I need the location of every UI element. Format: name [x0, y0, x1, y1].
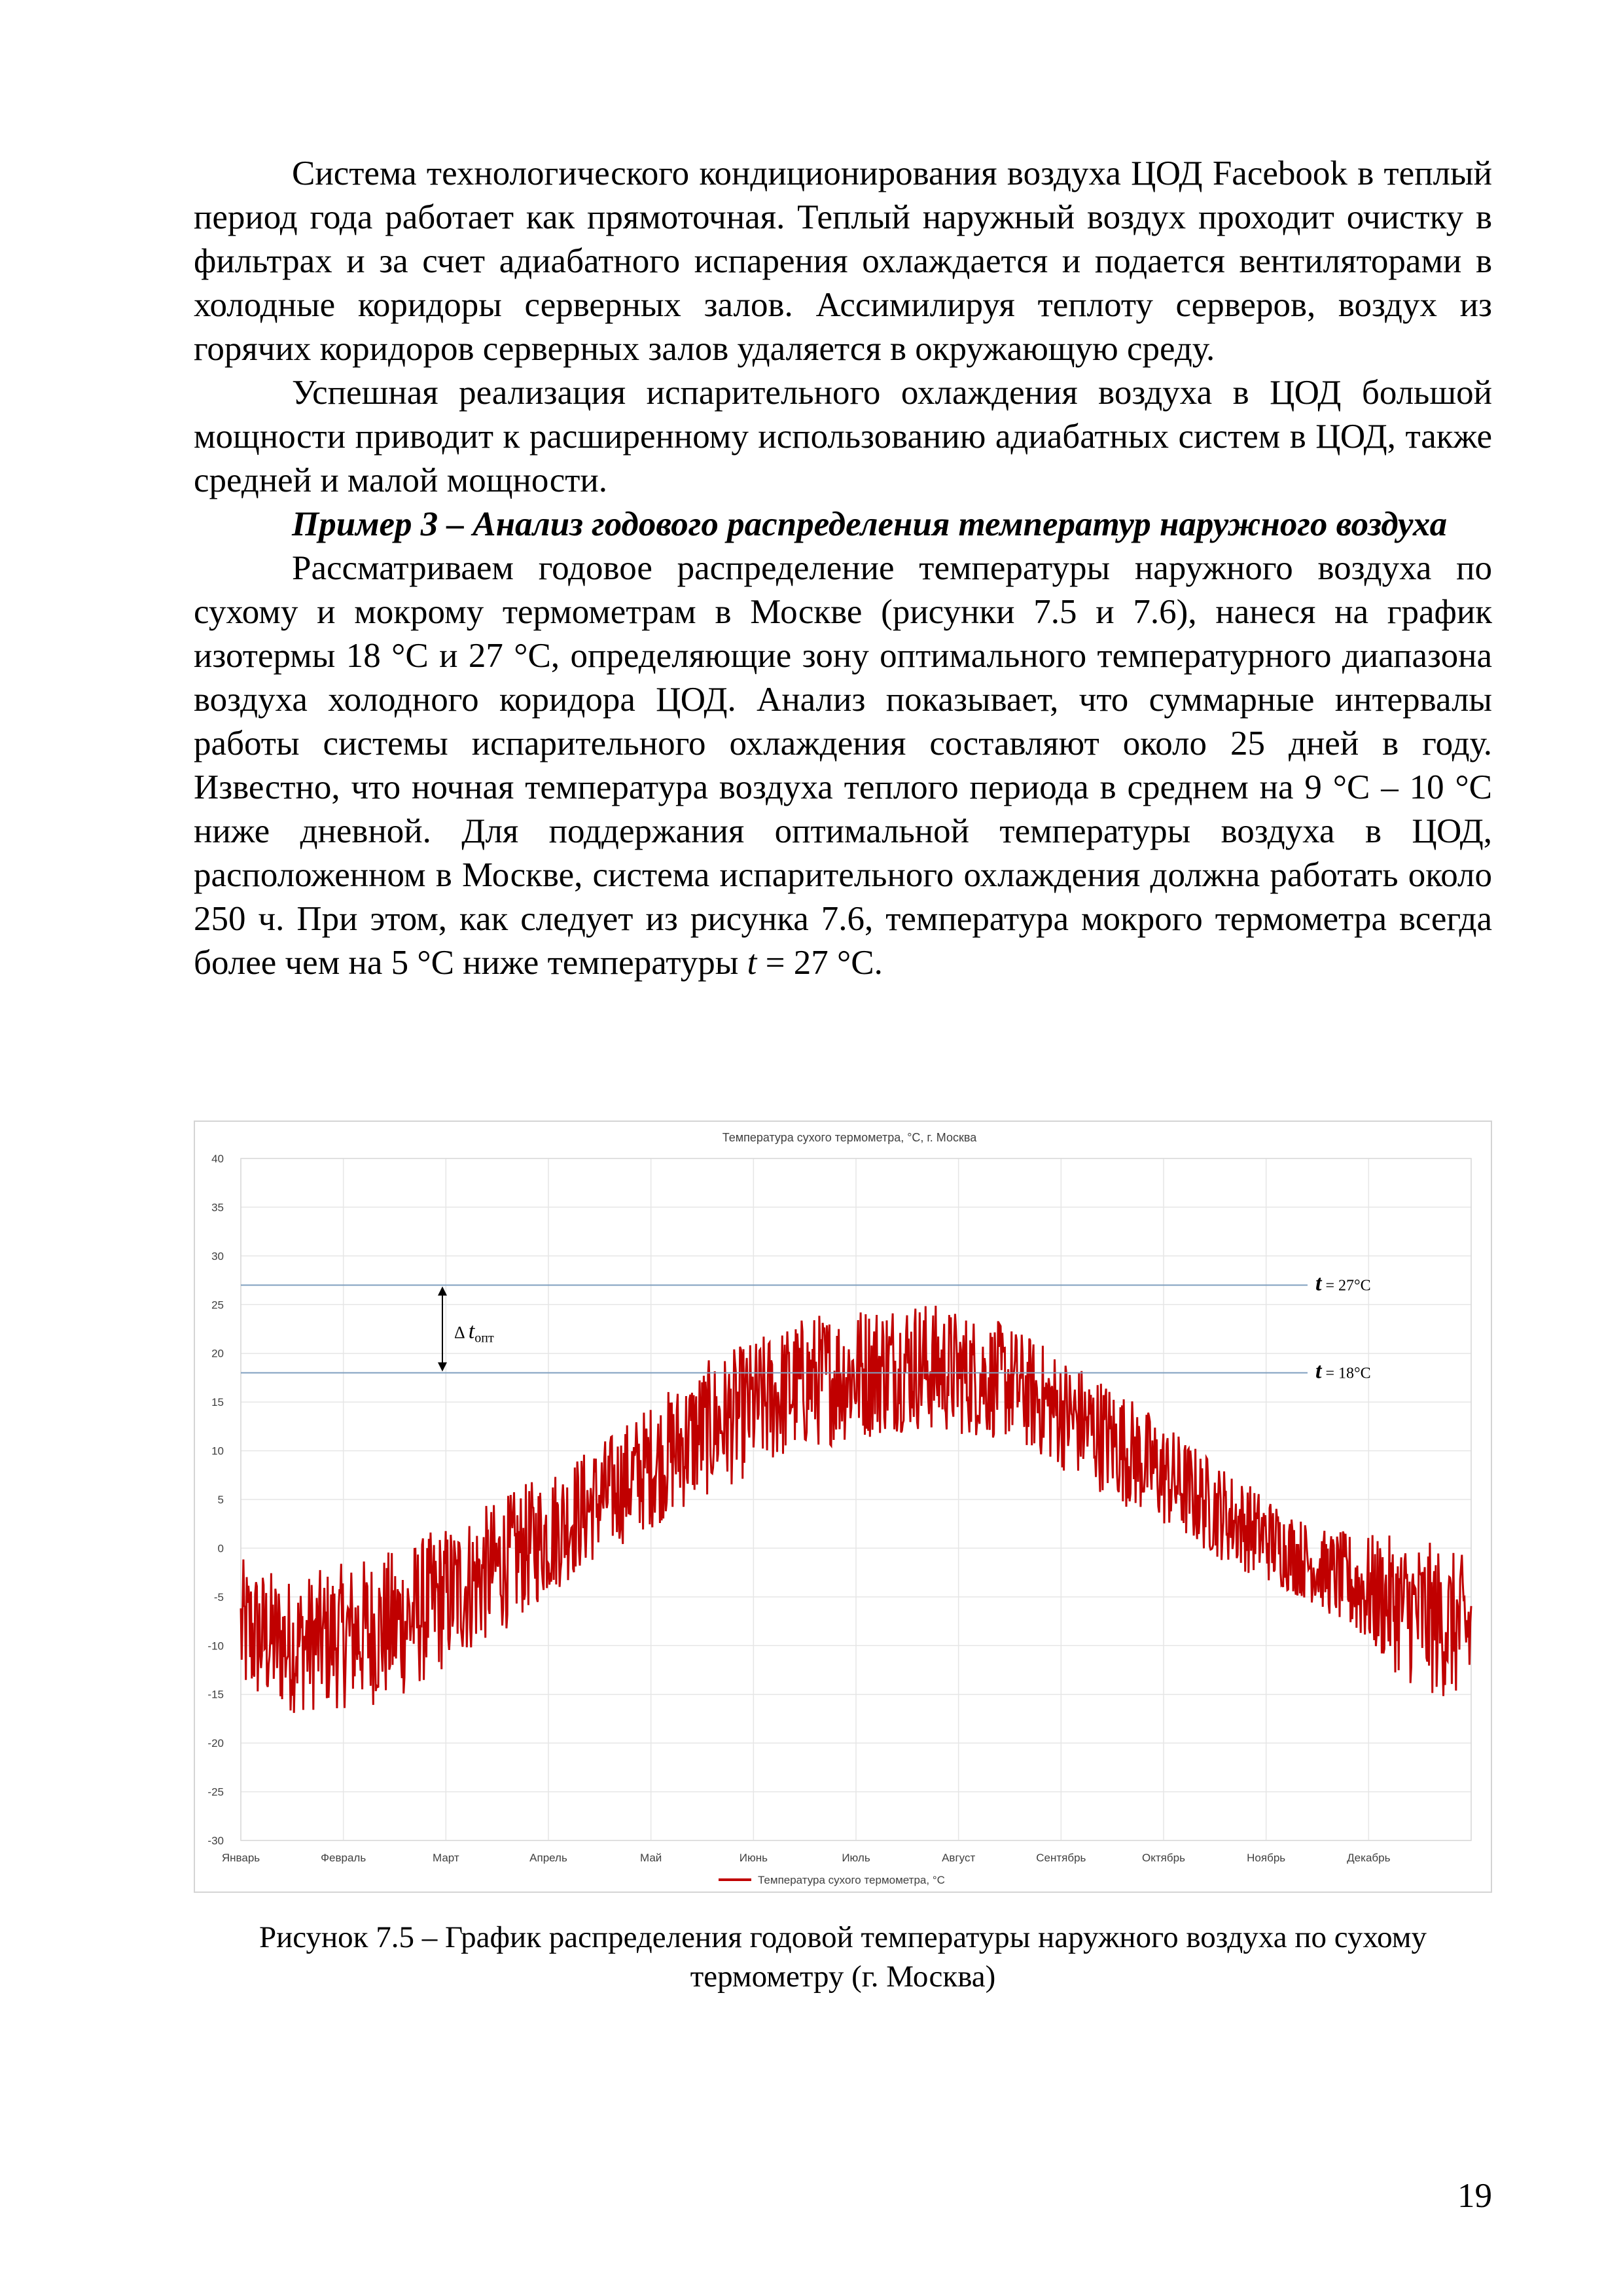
y-tick-label: 15	[211, 1396, 224, 1409]
isotherm-lines	[241, 1272, 1371, 1384]
x-tick-label: Ноябрь	[1247, 1852, 1286, 1864]
delta-label-sub: опт	[474, 1331, 494, 1346]
delta-label-var: t	[468, 1319, 475, 1344]
example-heading: Пример 3 – Анализ годового распределения температур наружного воздуха	[292, 505, 1448, 543]
x-tick-label: Февраль	[321, 1852, 366, 1864]
y-tick-label: 10	[211, 1444, 224, 1458]
isotherm-label-var: t	[1315, 1359, 1322, 1384]
isotherm-label	[1315, 1359, 1371, 1383]
isotherm-label-var: t	[1315, 1271, 1322, 1296]
x-tick-label: Апрель	[529, 1852, 567, 1864]
x-tick-label: Август	[942, 1852, 976, 1864]
y-tick-label: -25	[207, 1785, 224, 1799]
figure-caption	[194, 1918, 1492, 1996]
y-tick-label: -15	[207, 1688, 224, 1701]
caption-line-2: термометру (г. Москва)	[690, 1960, 996, 1994]
chart-title: Температура сухого термометра, °С, г. Москва	[722, 1131, 977, 1144]
x-tick-label: Май	[640, 1852, 662, 1864]
paragraph-2: Успешная реализация испарительного охлаждения воздуха в ЦОД большой мощности приводит к расширенному использованию адиабатных систем в ЦОД, также средней и малой мощности.	[194, 374, 1492, 499]
y-tick-label: 20	[211, 1347, 224, 1360]
y-tick-label: 0	[217, 1542, 224, 1555]
y-tick-label: -5	[213, 1590, 224, 1604]
paragraph-3-variable: t	[747, 944, 757, 982]
y-tick-label: 5	[217, 1494, 224, 1506]
x-tick-label: Декабрь	[1347, 1852, 1391, 1864]
x-tick-label: Октябрь	[1142, 1852, 1185, 1864]
paragraph-3-tail: = 27 °С.	[757, 944, 883, 982]
x-tick-label: Март	[432, 1852, 459, 1864]
legend-label: Температура сухого термометра, °С	[758, 1874, 945, 1886]
y-tick-label: -30	[207, 1835, 224, 1847]
y-tick-label: 30	[211, 1249, 224, 1263]
paragraph-1: Система технологического кондиционирования воздуха ЦОД Facebook в теплый период года работает как прямоточная. Теплый наружный воздух проходит очистку в фильтрах и за счет адиабатного испарения охлаждается и подается вентиляторами в холодные коридоры серверных залов. Ассимилируя теплоту серверов, воздух из горячих коридоров серверных залов удаляется в окружающую среду.	[194, 154, 1492, 368]
paragraph-3-text: Рассматриваем годовое распределение температуры наружного воздуха по сухому и мокрому термометрам в Москве (рисунки 7.5 и 7.6), нанеся на график изотермы 18 °С и 27 °С, определяющие зону оптимального температурного диапазона воздуха холодного коридора ЦОД. Анализ показывает, что суммарные интервалы работы системы испарительного охлаждения составляют около 25 дней в году. Известно, что ночная температура воздуха теплого периода в среднем на 9 °С – 10 °С ниже дневной. Для поддержания оптимальной температуры воздуха в ЦОД, расположенном в Москве, система испарительного охлаждения должна работать около 250 ч. При этом, как следует из рисунка 7.6, температура мокрого термометра всегда более чем на 5 °С ниже температуры	[194, 549, 1492, 982]
delta-label	[454, 1319, 494, 1346]
delta-label-symbol: Δ	[454, 1323, 469, 1342]
paragraph-3	[194, 547, 1492, 985]
x-tick-label: Июнь	[739, 1852, 768, 1864]
temperature-chart	[195, 1122, 1491, 1892]
page-number: 19	[1457, 2177, 1492, 2215]
x-tick-label: Июль	[842, 1852, 870, 1864]
y-tick-label: -10	[207, 1640, 224, 1653]
isotherm-label	[1315, 1272, 1371, 1296]
figure-chart	[194, 1121, 1492, 1893]
chart-grid	[241, 1158, 1471, 1840]
caption-line-1: Рисунок 7.5 – График распределения годовой температуры наружного воздуха по сухому	[259, 1920, 1427, 1954]
isotherm-label-value: = 18°С	[1321, 1365, 1371, 1382]
x-tick-label: Сентябрь	[1036, 1852, 1086, 1864]
body-text	[194, 152, 1492, 985]
isotherm-label-value: = 27°С	[1321, 1277, 1371, 1295]
y-tick-label: 40	[211, 1153, 224, 1165]
y-tick-label: -20	[207, 1737, 224, 1750]
y-axis-ticks	[207, 1153, 224, 1847]
chart-legend	[719, 1874, 945, 1886]
x-tick-label: Январь	[221, 1852, 260, 1864]
y-tick-label: 35	[211, 1201, 224, 1214]
y-tick-label: 25	[211, 1299, 224, 1312]
x-axis-ticks	[222, 1852, 1391, 1864]
